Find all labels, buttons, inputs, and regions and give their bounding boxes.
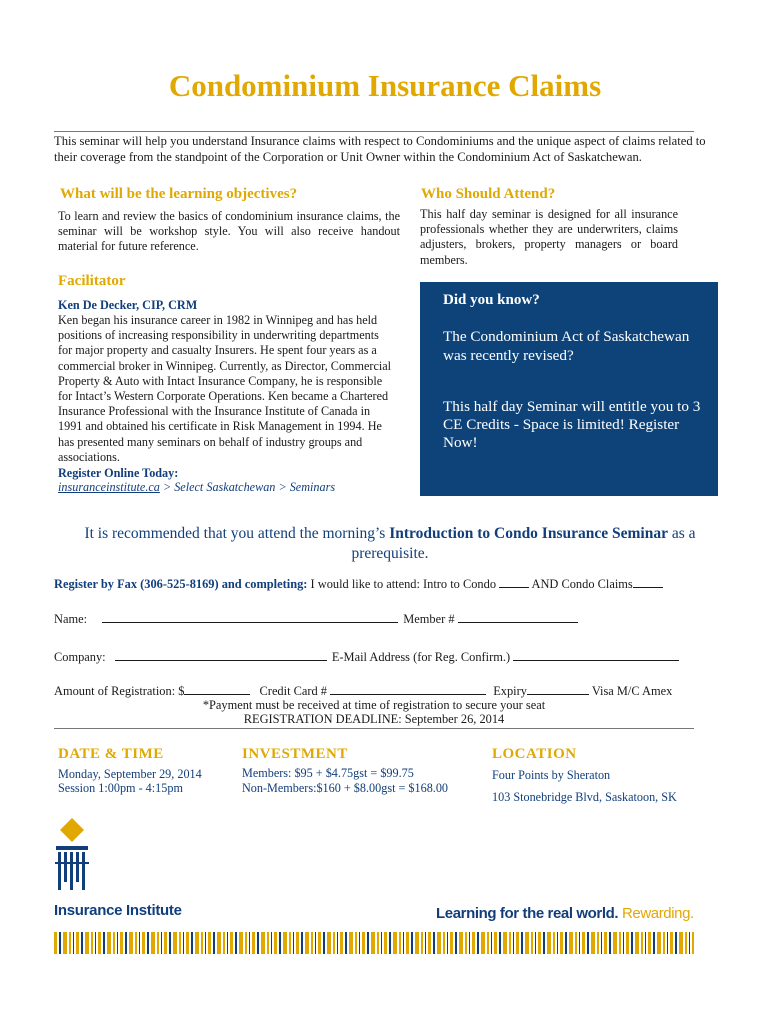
page-title: Condominium Insurance Claims (168, 68, 602, 103)
condo-claims-blank[interactable] (633, 577, 663, 588)
name-label: Name: (54, 612, 88, 626)
investment-line-1: Members: $95 + $4.75gst = $99.75 (242, 766, 414, 780)
attend-heading: Who Should Attend? (421, 186, 556, 202)
tagline-light: Rewarding. (618, 905, 694, 922)
member-field[interactable] (458, 612, 578, 623)
card-label: Credit Card # (259, 684, 327, 698)
date-time-line-1: Monday, September 29, 2014 (58, 767, 202, 781)
company-field[interactable] (115, 650, 327, 661)
date-time-line-2: Session 1:00pm - 4:15pm (58, 781, 183, 795)
form-divider (54, 728, 694, 729)
facilitator-bio: Ken began his insurance career in 1982 in Winnipeg and has held positions of increasing responsibility in underwriting departments for major property and casualty Insurers. He spent four years as a commercial broker in Winnipeg. Currently, as Director, Commercial Property & Auto with Intact Insurance Company, he is responsible for Intact’s Western Corporate Operations. Ken became a Chartered Insurance Professional with the Insurance Institute of Canada in 1991 and obtained his certificate in Risk Management in 1994. He has presented many seminars on behalf of industry groups and associations. (58, 313, 392, 464)
prerequisite-pre: It is recommended that you attend the morning’s (84, 525, 390, 542)
investment-heading: INVESTMENT (242, 746, 348, 762)
register-online-path: > Select Saskatchewan > Seminars (159, 480, 336, 494)
registration-deadline: REGISTRATION DEADLINE: September 26, 2014 (243, 712, 505, 726)
attend-text: This half day seminar is designed for all insurance professionals whether they are underwriters, claims adjusters, brokers, property managers or board members. (420, 207, 678, 267)
email-field[interactable] (513, 650, 679, 661)
company-line (54, 650, 679, 665)
and-claims-label: AND Condo Claims (529, 577, 633, 591)
insurance-institute-logo-icon (52, 818, 96, 894)
email-label: E-Mail Address (for Reg. Confirm.) (331, 650, 511, 664)
intro-condo-blank[interactable] (499, 577, 529, 588)
company-label: Company: (54, 650, 106, 664)
insurance-institute-wordmark: Insurance Institute (54, 902, 182, 919)
did-you-know-text-2: This half day Seminar will entitle you to 3 CE Credits - Space is limited! Register Now! (443, 398, 701, 451)
location-line-1: Four Points by Sheraton (492, 768, 611, 782)
register-online-link[interactable]: insuranceinstitute.ca (58, 480, 160, 494)
did-you-know-box (420, 282, 718, 496)
card-types: Visa M/C Amex (591, 684, 673, 698)
member-label: Member # (403, 612, 455, 626)
amount-field[interactable] (184, 684, 250, 695)
name-field[interactable] (102, 612, 398, 623)
payment-line (54, 684, 672, 699)
facilitator-heading: Facilitator (58, 273, 126, 289)
expiry-label: Expiry (493, 684, 527, 698)
expiry-field[interactable] (527, 684, 589, 695)
prerequisite-post: as a prerequisite. (351, 525, 696, 562)
did-you-know-heading: Did you know? (443, 292, 540, 308)
fax-label: Register by Fax (306-525-8169) and completing: (54, 577, 308, 591)
footer-tagline (436, 905, 694, 922)
prerequisite-seminar: Introduction to Condo Insurance Seminar (389, 525, 668, 542)
fax-registration-line (54, 577, 663, 592)
objectives-text: To learn and review the basics of condominium insurance claims, the seminar will be workshop style. You will also receive handout material for future reference. (58, 209, 400, 254)
facilitator-name: Ken De Decker, CIP, CRM (58, 298, 198, 312)
amount-label: Amount of Registration: $ (54, 684, 185, 698)
name-line (54, 612, 578, 627)
objectives-heading: What will be the learning objectives? (60, 186, 298, 202)
investment-line-2: Non-Members:$160 + $8.00gst = $168.00 (242, 781, 449, 795)
prerequisite-note (60, 524, 720, 564)
register-online-label: Register Online Today: (58, 466, 179, 480)
intro-paragraph: This seminar will help you understand Insurance claims with respect to Condominiums and the unique aspect of claims related to their coverage from the standpoint of the Corporation or Unit Owner within the Condominium Act of Saskatchewan. (54, 134, 706, 164)
did-you-know-text-1: The Condominium Act of Saskatchewan was recently revised? (443, 328, 690, 364)
card-field[interactable] (330, 684, 486, 695)
fax-attend-text: I would like to attend: Intro to Condo (307, 577, 500, 591)
barcode-strip-icon (54, 932, 694, 954)
payment-note: *Payment must be received at time of registration to secure your seat (202, 698, 546, 712)
location-heading: LOCATION (492, 746, 577, 762)
title-divider (54, 131, 694, 132)
location-line-2: 103 Stonebridge Blvd, Saskatoon, SK (492, 790, 677, 804)
tagline-bold: Learning for the real world. (436, 905, 619, 922)
register-online-line (58, 480, 335, 495)
date-time-heading: DATE & TIME (58, 746, 164, 762)
